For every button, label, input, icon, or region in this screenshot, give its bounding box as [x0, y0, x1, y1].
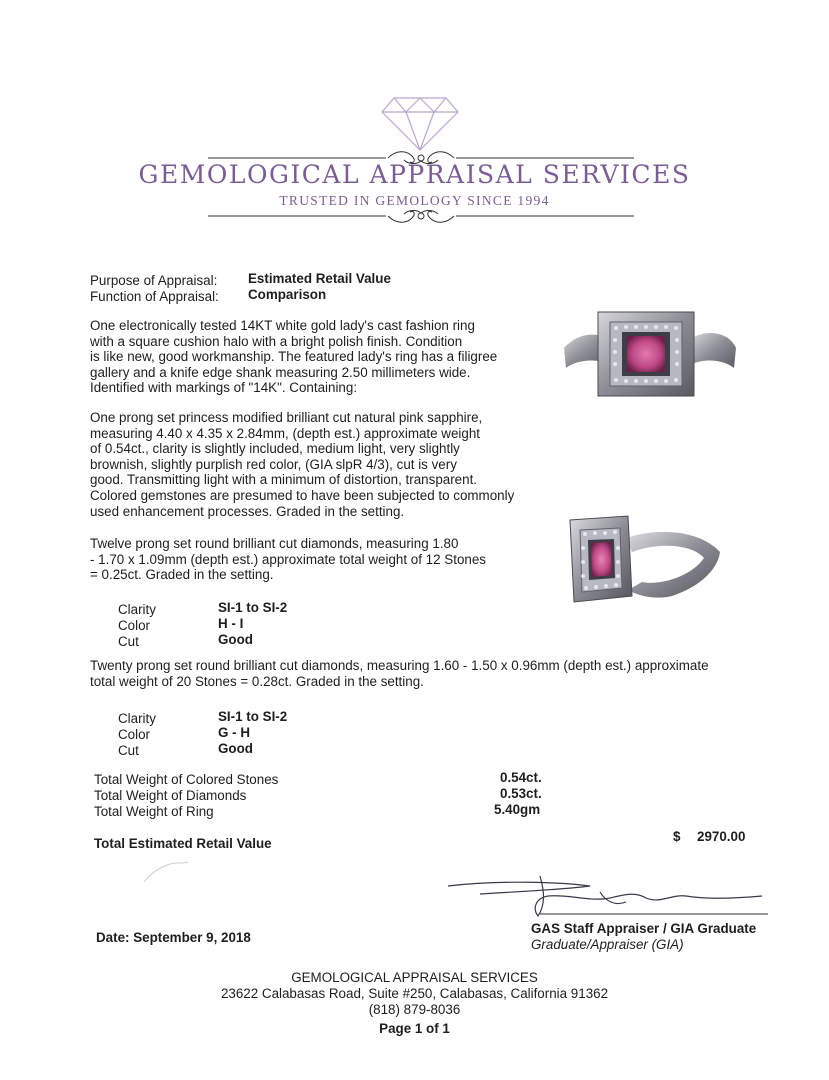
retail-value: 2970.00 [697, 829, 746, 844]
colored-stones-weight-value: 0.54ct. [500, 770, 542, 785]
ring-photo-front [560, 308, 740, 400]
colored-stones-weight-label: Total Weight of Colored Stones [94, 772, 279, 787]
twenty-diamonds-description: Twenty prong set round brilliant cut diamonds, measuring 1.60 - 1.50 x 0.96mm (depth est.) approximate total weight of 20 Stones = 0.28ct. Graded in the setting. [90, 658, 709, 689]
appraisal-date: Date: September 9, 2018 [96, 930, 251, 945]
footer-phone: (818) 879-8036 [368, 1002, 461, 1017]
clarity-value-1: SI-1 to SI-2 [218, 600, 288, 615]
function-label: Function of Appraisal: [90, 289, 219, 304]
function-value: Comparison [248, 287, 327, 302]
sapphire-description: One prong set princess modified brilliant cut natural pink sapphire, measuring 4.40 x 4.35 x 2.84mm, (depth est.) approximate weight of 0.54ct., clarity is slightly included, medium light, very slightly brownish, slightly purplish red color, (GIA slpR 4/3), cut is very good. Transmitting light with a minimum of distortion, transparent. Colored gemstones are presumed to have been subjected to commonly used enhancement processes. Graded in the setting. [90, 410, 515, 519]
ring-weight-value: 5.40gm [494, 802, 541, 817]
cut-label-1: Cut [118, 634, 139, 649]
color-value-2: G - H [218, 725, 250, 740]
color-label-1: Color [118, 618, 150, 633]
cut-value-2: Good [218, 741, 253, 756]
color-value-1: H - I [218, 616, 244, 631]
cut-label-2: Cut [118, 743, 139, 758]
cut-value-1: Good [218, 632, 253, 647]
pen-mark [140, 860, 190, 886]
clarity-label-1: Clarity [118, 602, 156, 617]
color-label-2: Color [118, 727, 150, 742]
retail-value-label: Total Estimated Retail Value [94, 836, 272, 851]
twelve-diamonds-description: Twelve prong set round brilliant cut diamonds, measuring 1.80 - 1.70 x 1.09mm (depth est.) approximate total weight of 12 Stones = 0.25ct. Graded in the setting. [90, 536, 486, 583]
clarity-label-2: Clarity [118, 711, 156, 726]
signature-image [440, 872, 770, 922]
ring-photo-angle [552, 512, 724, 608]
appraiser-subtitle: Graduate/Appraiser (GIA) [531, 937, 684, 952]
appraiser-title: GAS Staff Appraiser / GIA Graduate [531, 921, 757, 936]
company-name: GEMOLOGICAL APPRAISAL SERVICES [138, 160, 691, 189]
ring-weight-label: Total Weight of Ring [94, 804, 214, 819]
clarity-value-2: SI-1 to SI-2 [218, 709, 288, 724]
footer-company: GEMOLOGICAL APPRAISAL SERVICES [291, 970, 538, 985]
diamond-logo-icon [380, 96, 460, 152]
diamonds-weight-value: 0.53ct. [500, 786, 542, 801]
ring-description: One electronically tested 14KT white gold lady's cast fashion ring with a square cushion halo with a bright polish finish. Condition is like new, good workmanship. The featured lady's ring has a filigree gallery and a knife edge shank measuring 2.50 millimeters wide. Identified with markings of "14K". Containing: [90, 318, 498, 396]
footer-address: 23622 Calabasas Road, Suite #250, Calabasas, California 91362 [220, 986, 609, 1001]
purpose-value: Estimated Retail Value [248, 271, 391, 286]
purpose-label: Purpose of Appraisal: [90, 273, 218, 288]
currency-symbol: $ [673, 829, 681, 844]
company-tagline: TRUSTED IN GEMOLOGY SINCE 1994 [279, 193, 550, 208]
diamonds-weight-label: Total Weight of Diamonds [94, 788, 247, 803]
header-bottom-rule [208, 206, 634, 226]
page-number: Page 1 of 1 [379, 1021, 450, 1036]
